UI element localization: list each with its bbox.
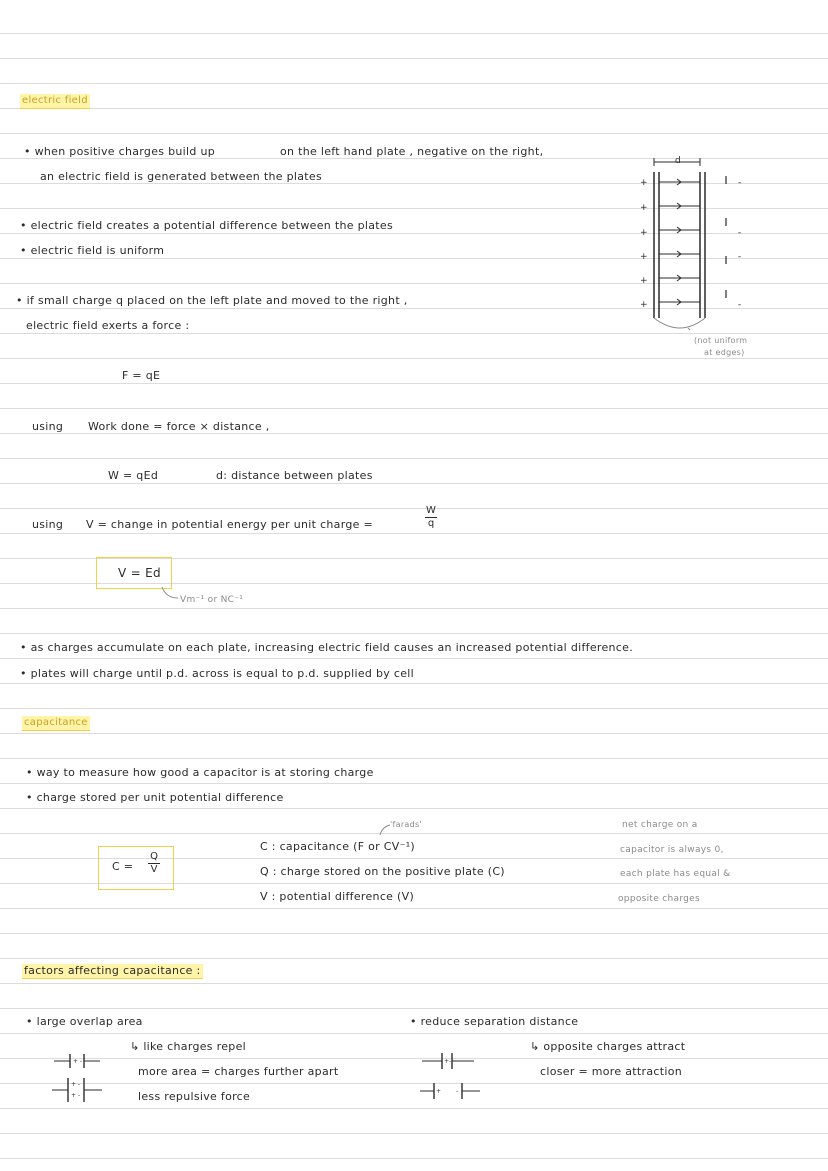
highlight-box-capacitance-formula xyxy=(98,846,174,890)
plus-sign-5: + xyxy=(640,276,648,286)
bullet-positive-charges-cont: on the left hand plate , negative on the right, xyxy=(280,145,544,158)
factor-overlap-note-2: more area = charges further apart xyxy=(138,1065,339,1078)
bullet-field-uniform: • electric field is uniform xyxy=(20,244,165,257)
bullet-field-generated: an electric field is generated between the plates xyxy=(40,170,323,183)
bullet-field-exerts-force: electric field exerts a force : xyxy=(26,319,190,332)
svg-text:-: - xyxy=(456,1088,459,1095)
potential-definition: V = change in potential energy per unit charge = xyxy=(86,518,374,531)
equation-v-ed: V = Ed xyxy=(118,566,161,580)
minus-sign-3: - xyxy=(738,252,742,262)
fraction-w-over-q xyxy=(425,506,437,529)
plus-sign-3: + xyxy=(640,228,648,238)
minus-sign-4: - xyxy=(738,300,742,310)
section-heading-factors: factors affecting capacitance : xyxy=(24,964,201,977)
factor-overlap-area: • large overlap area xyxy=(26,1015,143,1028)
factor-separation-note-2: closer = more attraction xyxy=(540,1065,683,1078)
svg-text:+ -: + - xyxy=(71,1081,81,1088)
units-label: Vm⁻¹ or NC⁻¹ xyxy=(180,595,244,605)
definition-capacitance: C : capacitance (F or CV⁻¹) xyxy=(260,840,416,853)
far-plates-capacitor-sketch xyxy=(418,1080,484,1102)
plus-sign-1: + xyxy=(640,178,648,188)
side-note-line2: capacitor is always 0, xyxy=(620,845,724,855)
label-using-1: using xyxy=(32,420,64,433)
units-arrow xyxy=(160,586,180,602)
minus-sign-1: - xyxy=(738,178,742,188)
equation-c-equals: C = xyxy=(112,860,134,873)
factor-overlap-note-1: ↳ like charges repel xyxy=(130,1040,246,1053)
svg-text:+ -: + - xyxy=(71,1092,81,1099)
section-heading-electric-field: electric field xyxy=(20,94,90,109)
factor-separation-note-1: ↳ opposite charges attract xyxy=(530,1040,686,1053)
bullet-way-to-measure: • way to measure how good a capacitor is at storing charge xyxy=(26,766,374,779)
definition-charge: Q : charge stored on the positive plate (C) xyxy=(260,865,505,878)
svg-text:+-: +- xyxy=(444,1058,452,1065)
fraction-denominator: q xyxy=(427,518,435,529)
svg-text:+ -: + - xyxy=(73,1058,83,1065)
plus-sign-4: + xyxy=(640,252,648,262)
farads-note: 'farads' xyxy=(390,820,422,829)
equation-work: W = qEd xyxy=(108,469,159,482)
label-using-2: using xyxy=(32,518,64,531)
equation-force: F = qE xyxy=(122,369,161,382)
distance-definition: d: distance between plates xyxy=(216,469,373,482)
bullet-charge-stored: • charge stored per unit potential difference xyxy=(26,791,284,804)
bullet-small-charge: • if small charge q placed on the left plate and moved to the right , xyxy=(16,294,408,307)
fraction-numerator-q: Q xyxy=(150,851,158,862)
fraction-denominator-v: V xyxy=(150,864,158,875)
work-done-definition: Work done = force × distance , xyxy=(88,420,270,433)
definition-potential-difference: V : potential difference (V) xyxy=(260,890,415,903)
large-area-capacitor-sketch xyxy=(50,1076,106,1104)
bullet-charges-accumulate: • as charges accumulate on each plate, increasing electric field causes an increased potential difference. xyxy=(20,641,634,654)
minus-sign-2: - xyxy=(738,228,742,238)
bullet-positive-charges: • when positive charges build up xyxy=(24,145,215,158)
diagram-note-line1: (not uniform xyxy=(694,336,748,345)
small-area-capacitor-sketch xyxy=(52,1050,104,1072)
plate-separation-label: d xyxy=(675,156,682,166)
fraction-q-over-v xyxy=(148,852,160,875)
svg-text:+: + xyxy=(436,1088,442,1095)
side-note-line1: net charge on a xyxy=(622,820,698,830)
bullet-plates-charge: • plates will charge until p.d. across is equal to p.d. supplied by cell xyxy=(20,667,414,680)
factor-separation-distance: • reduce separation distance xyxy=(410,1015,579,1028)
side-note-line3: each plate has equal & xyxy=(620,869,731,879)
fraction-numerator: W xyxy=(426,505,436,516)
bullet-potential-difference: • electric field creates a potential difference between the plates xyxy=(20,219,393,232)
factor-overlap-note-3: less repulsive force xyxy=(138,1090,251,1103)
close-plates-capacitor-sketch xyxy=(420,1050,476,1072)
plus-sign-2: + xyxy=(640,203,648,213)
section-heading-capacitance: capacitance xyxy=(22,716,90,731)
plus-sign-6: + xyxy=(640,300,648,310)
side-note-line4: opposite charges xyxy=(618,894,701,904)
diagram-note-line2: at edges) xyxy=(704,348,745,357)
